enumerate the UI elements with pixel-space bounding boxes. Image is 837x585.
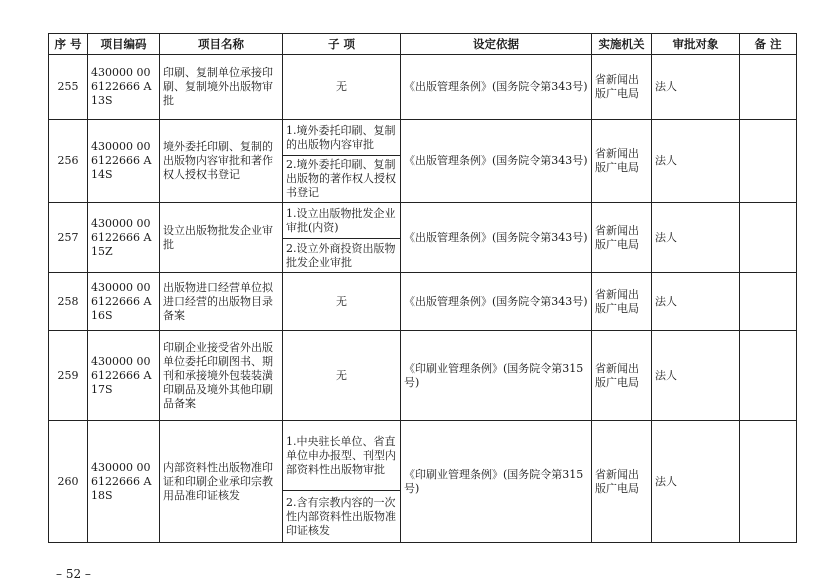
table-row <box>49 203 797 239</box>
row-sub: 2.含有宗教内容的一次性内部资料性出版物准印证核发 <box>283 491 401 543</box>
row-name: 印刷企业接受省外出版单位委托印刷图书、期刊和承接境外包装装潢印刷品及境外其他印刷品备案 <box>160 331 283 421</box>
row-basis: 《出版管理条例》(国务院令第343号) <box>401 120 592 203</box>
row-note <box>740 55 797 120</box>
row-no: 260 <box>49 421 88 543</box>
row-name: 内部资料性出版物准印证和印刷企业承印宗教用品准印证核发 <box>160 421 283 543</box>
table-row <box>49 421 797 491</box>
row-dept: 省新闻出版广电局 <box>592 273 652 331</box>
page-number: – 52 – <box>56 567 91 581</box>
table-row <box>49 273 797 331</box>
header-no: 序 号 <box>49 34 88 55</box>
row-sub: 无 <box>283 55 401 120</box>
row-basis: 《出版管理条例》(国务院令第343号) <box>401 55 592 120</box>
table-row <box>49 120 797 156</box>
row-name: 设立出版物批发企业审批 <box>160 203 283 273</box>
header-sub: 子 项 <box>283 34 401 55</box>
row-sub: 2.境外委托印刷、复制出版物的著作权人授权书登记 <box>283 156 401 203</box>
row-no: 255 <box>49 55 88 120</box>
approval-items-table <box>48 33 797 543</box>
row-note <box>740 203 797 273</box>
table-row <box>49 331 797 421</box>
row-sub: 无 <box>283 273 401 331</box>
row-code: 430000 006122666 A13S <box>88 55 160 120</box>
header-target: 审批对象 <box>652 34 740 55</box>
row-note <box>740 421 797 543</box>
row-code: 430000 006122666 A14S <box>88 120 160 203</box>
row-code: 430000 006122666 A18S <box>88 421 160 543</box>
row-sub: 无 <box>283 331 401 421</box>
table-row <box>49 55 797 120</box>
header-code: 项目编码 <box>88 34 160 55</box>
row-sub: 1.境外委托印刷、复制的出版物内容审批 <box>283 120 401 156</box>
row-basis: 《出版管理条例》(国务院令第343号) <box>401 203 592 273</box>
table-header-row <box>49 34 797 55</box>
row-code: 430000 006122666 A15Z <box>88 203 160 273</box>
row-no: 256 <box>49 120 88 203</box>
row-note <box>740 273 797 331</box>
row-dept: 省新闻出版广电局 <box>592 203 652 273</box>
row-dept: 省新闻出版广电局 <box>592 55 652 120</box>
row-note <box>740 331 797 421</box>
row-target: 法人 <box>652 55 740 120</box>
row-target: 法人 <box>652 120 740 203</box>
row-target: 法人 <box>652 421 740 543</box>
row-sub: 2.设立外商投资出版物批发企业审批 <box>283 239 401 273</box>
row-target: 法人 <box>652 203 740 273</box>
header-dept: 实施机关 <box>592 34 652 55</box>
row-no: 257 <box>49 203 88 273</box>
row-target: 法人 <box>652 273 740 331</box>
row-target: 法人 <box>652 331 740 421</box>
row-dept: 省新闻出版广电局 <box>592 331 652 421</box>
row-sub: 1.中央驻长单位、省直单位申办报型、刊型内部资料性出版物审批 <box>283 421 401 491</box>
row-code: 430000 006122666 A17S <box>88 331 160 421</box>
row-basis: 《印刷业管理条例》(国务院令第315号) <box>401 421 592 543</box>
header-basis: 设定依据 <box>401 34 592 55</box>
header-note: 备 注 <box>740 34 797 55</box>
row-sub: 1.设立出版物批发企业审批(内资) <box>283 203 401 239</box>
row-name: 境外委托印刷、复制的出版物内容审批和著作权人授权书登记 <box>160 120 283 203</box>
row-no: 259 <box>49 331 88 421</box>
row-name: 印刷、复制单位承接印刷、复制境外出版物审批 <box>160 55 283 120</box>
row-code: 430000 006122666 A16S <box>88 273 160 331</box>
row-name: 出版物进口经营单位拟进口经营的出版物目录备案 <box>160 273 283 331</box>
row-note <box>740 120 797 203</box>
row-no: 258 <box>49 273 88 331</box>
row-dept: 省新闻出版广电局 <box>592 421 652 543</box>
row-dept: 省新闻出版广电局 <box>592 120 652 203</box>
row-basis: 《出版管理条例》(国务院令第343号) <box>401 273 592 331</box>
header-name: 项目名称 <box>160 34 283 55</box>
row-basis: 《印刷业管理条例》(国务院令第315号) <box>401 331 592 421</box>
